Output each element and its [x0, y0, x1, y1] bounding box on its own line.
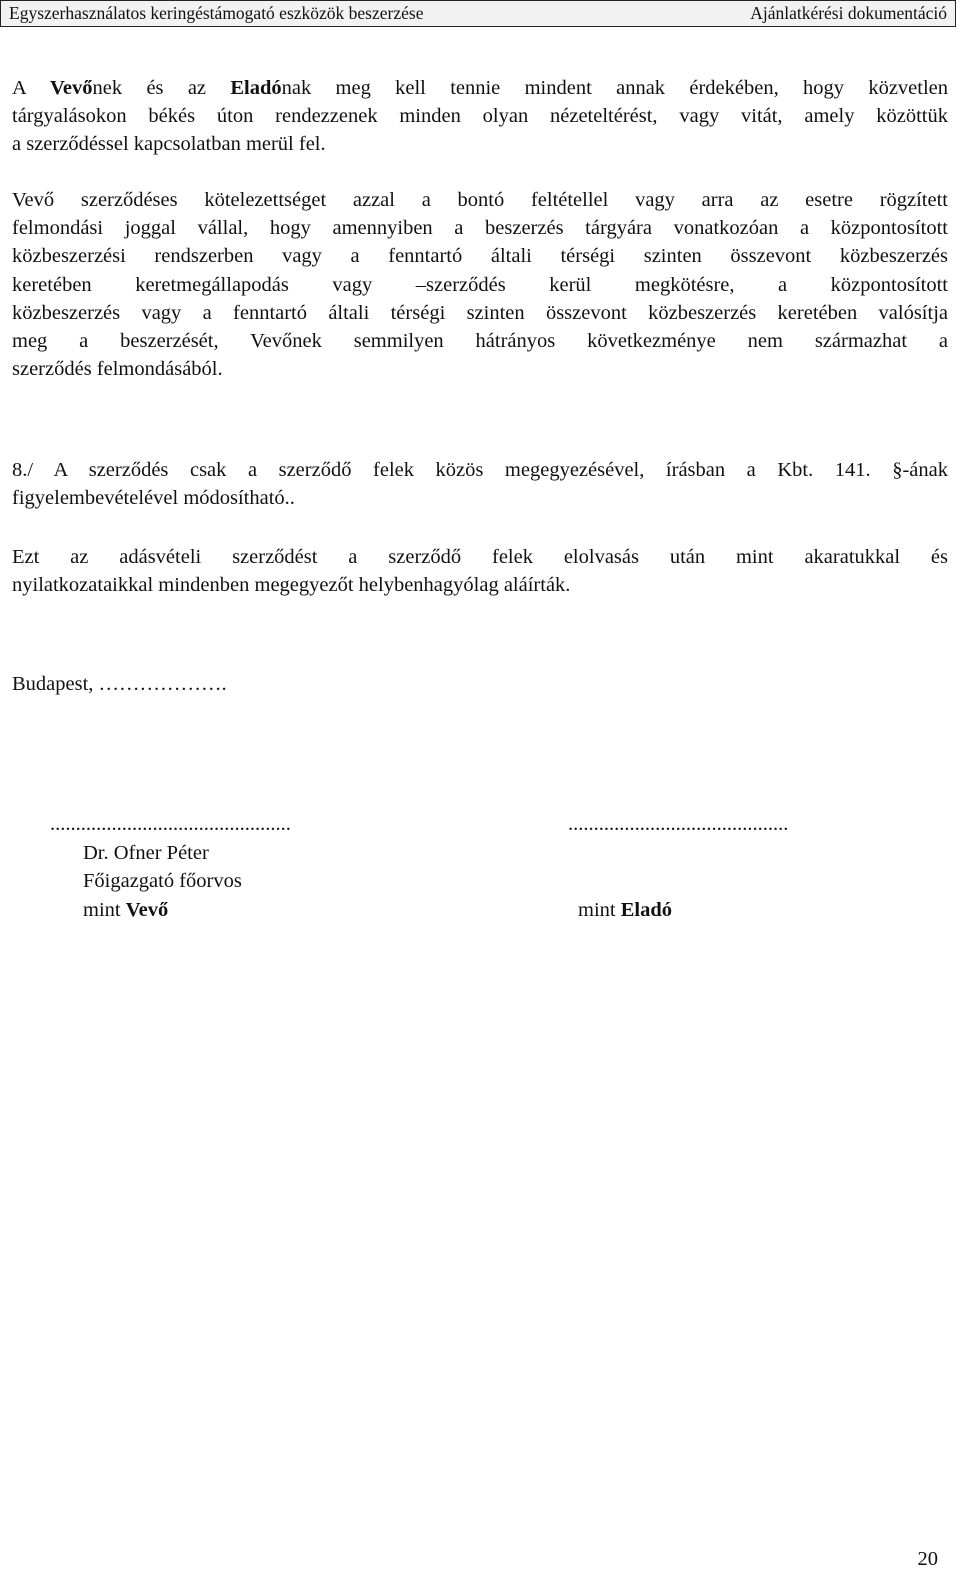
paragraph-line: A Vevőnek és az Eladónak meg kell tennie mindent annak érdekében, hogy közvetlen	[12, 77, 949, 99]
paragraph-amendment	[12, 456, 948, 512]
signature-block-buyer	[50, 810, 291, 924]
paragraph-line: Ezt az adásvételi szerződést a szerződő felek elolvasás után mint akaratukkal és	[12, 546, 948, 568]
signature-line: ...........................................	[568, 813, 789, 835]
paragraph-line: tárgyalásokon békés úton rendezzenek minden olyan nézeteltérést, vagy vitát, amely közöttük	[12, 105, 948, 128]
place-date-line: Budapest, ……………….	[12, 673, 227, 695]
signature-block-seller	[568, 810, 788, 924]
page-header	[0, 0, 956, 27]
signer-role: mint Vevő	[83, 898, 169, 921]
buyer-term: Vevő	[50, 77, 93, 99]
paragraph-dispute-resolution	[12, 74, 948, 159]
page-number: 20	[917, 1548, 938, 1570]
signature-line: ...............................................	[50, 813, 291, 835]
seller-term: Eladó	[230, 77, 282, 99]
paragraph-line: a szerződéssel kapcsolatban merül fel.	[12, 133, 326, 156]
paragraph-termination-clause	[12, 186, 948, 383]
signer-title: Főigazgató főorvos	[83, 870, 242, 892]
signer-name: Dr. Ofner Péter	[83, 841, 209, 864]
paragraph-line: figyelembevételével módosítható..	[12, 487, 295, 510]
paragraph-line: szerződés felmondásából.	[12, 358, 223, 381]
paragraph-line: közbeszerzési rendszerben vagy a fenntartó általi térségi szinten összevont közbeszerzés	[12, 245, 948, 268]
paragraph-line: keretében keretmegállapodás vagy –szerződés kerül megkötésre, a központosított	[12, 273, 948, 296]
paragraph-line: közbeszerzés vagy a fenntartó általi térségi szinten összevont közbeszerzés keretében valósítja	[12, 301, 948, 324]
paragraph-line: nyilatkozataikkal mindenben megegyezőt helybenhagyólag aláírták.	[12, 574, 571, 597]
paragraph-line: felmondási joggal vállal, hogy amennyiben a beszerzés tárgyára vonatkozóan a központosított	[12, 217, 948, 240]
paragraph-line: Vevő szerződéses kötelezettséget azzal a bontó feltétellel vagy arra az esetre rögzített	[12, 189, 948, 211]
signer-role: mint Eladó	[578, 898, 672, 921]
header-document-type: Ajánlatkérési dokumentáció	[750, 3, 947, 23]
header-title: Egyszerhasználatos keringéstámogató eszközök beszerzése	[9, 3, 424, 23]
paragraph-line: meg a beszerzését, Vevőnek semmilyen hátrányos következménye nem származhat a	[12, 330, 948, 353]
paragraph-signing-statement	[12, 543, 948, 599]
paragraph-line: 8./ A szerződés csak a szerződő felek közös megegyezésével, írásban a Kbt. 141. §-ának	[12, 459, 948, 481]
